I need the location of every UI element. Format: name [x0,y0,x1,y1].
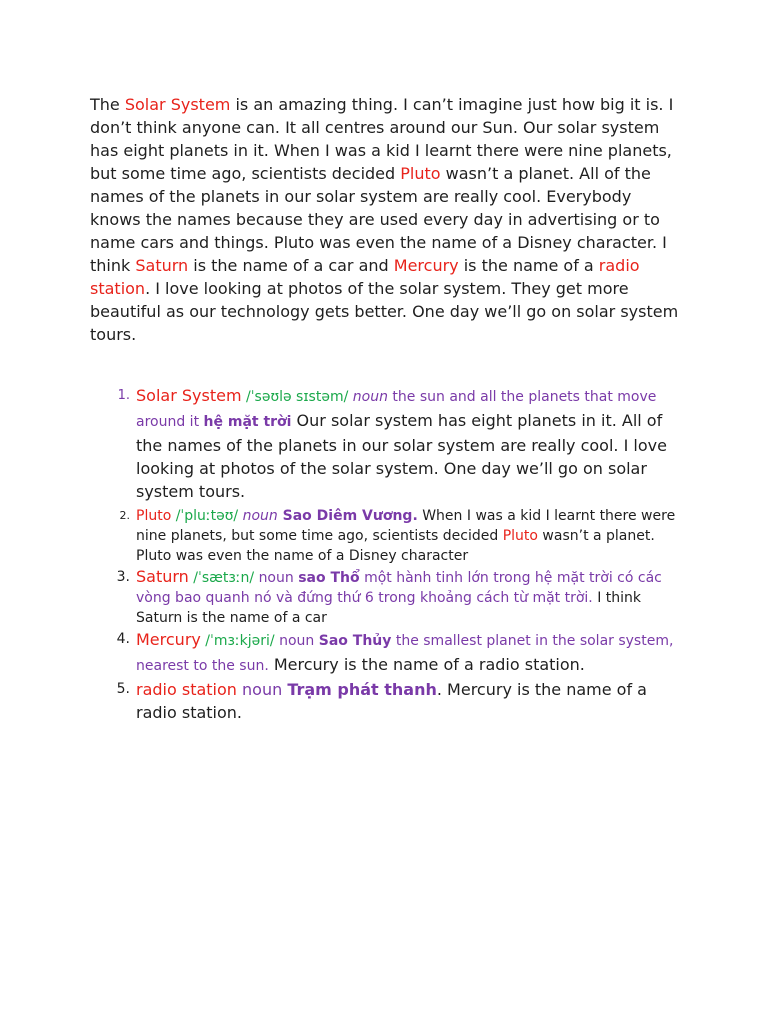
vocab-part-of-speech: noun [236,680,288,699]
vocab-part-of-speech: noun [258,570,299,586]
list-number: 5. [116,681,130,697]
paragraph-text: wasn’t a planet. All of the names of the planets in our solar system are really cool. Everybody knows the names because they are used every day in advertising or to name cars and things. Pluto was even the name of a Disney character. I think [90,164,667,275]
vocab-definition: một hành tinh lớn trong hệ mặt trời có các vòng bao quanh nó và đứng thứ 6 trong khoảng cách từ mặt trời. [136,570,662,606]
vocab-example: I think Saturn is the name of a car [136,590,642,626]
vocab-ipa: /ˈsəʊlə sɪstəm/ [241,389,353,405]
paragraph-text: is the name of a [458,256,599,275]
vocab-definition: the smallest planet in the solar system, nearest to the sun. [136,633,674,674]
vocab-example: Our solar system has eight planets in it. All of the names of the planets in our solar system are really cool. I love looking at photos of the solar system. One day we’ll go on solar system tours. [136,411,667,501]
vocab-item-radio-station [116,678,681,724]
vocab-ipa: /ˈpluːtəʊ/ [171,508,243,524]
vocab-part-of-speech: noun [279,633,319,649]
vocab-item-pluto [119,506,681,566]
paragraph-text: is an amazing thing. I can’t imagine just how big it is. I don’t think anyone can. It all centres around our Sun. Our solar system has eight planets in it. When I was a kid I learnt there were nine planets, but some time ago, scientists decided [90,95,674,183]
vocab-term: Mercury [136,630,201,649]
vocab-translation: Sao Thủy [318,633,392,649]
highlight-term-radio-station: radio station [90,256,640,298]
vocab-translation: Sao Diêm Vương. [277,508,418,524]
vocabulary-list [116,384,681,724]
vocab-term: Solar System [136,386,242,405]
vocab-term: Saturn [136,567,189,586]
vocab-item-solar-system [117,384,681,503]
highlight-term-pluto: Pluto [400,164,441,183]
vocab-part-of-speech: noun [242,508,278,524]
vocab-item-mercury [116,628,681,678]
vocab-term: radio station [136,680,237,699]
vocab-translation: Trạm phát thanh [287,680,437,699]
list-number: 2. [119,509,130,522]
paragraph-text: . I love looking at photos of the solar system. They get more beautiful as our technology gets better. One day we’ll go on solar system tours. [90,279,679,344]
vocab-ipa: /ˈsætɜːn/ [188,570,259,586]
list-number: 1. [117,388,130,403]
paragraph-text: is the name of a car and [188,256,394,275]
paragraph-text: The [90,95,125,114]
vocab-term-inline: Pluto [502,528,538,544]
list-number: 4. [116,631,130,647]
reading-paragraph [90,93,680,346]
vocab-definition: the sun and all the planets that move around it [136,389,657,430]
vocab-ipa: /ˈmɜːkjəri/ [200,633,280,649]
vocab-example: wasn’t a planet. Pluto was even the name of a Disney character [136,528,655,564]
vocab-item-saturn [116,567,681,628]
vocab-translation: sao Thổ [298,570,360,586]
vocab-example: When I was a kid I learnt there were nine planets, but some time ago, scientists decided [136,508,676,544]
vocab-example: Mercury is the name of a radio station. [268,655,585,674]
vocab-translation: hệ mặt trời [203,414,292,430]
highlight-term-solar-system: Solar System [124,95,231,114]
vocab-term: Pluto [136,508,172,524]
highlight-term-saturn: Saturn [135,256,189,275]
vocab-example: . Mercury is the name of a radio station. [136,680,647,722]
highlight-term-mercury: Mercury [393,256,459,275]
list-number: 3. [116,569,130,585]
vocab-part-of-speech: noun [352,389,388,405]
